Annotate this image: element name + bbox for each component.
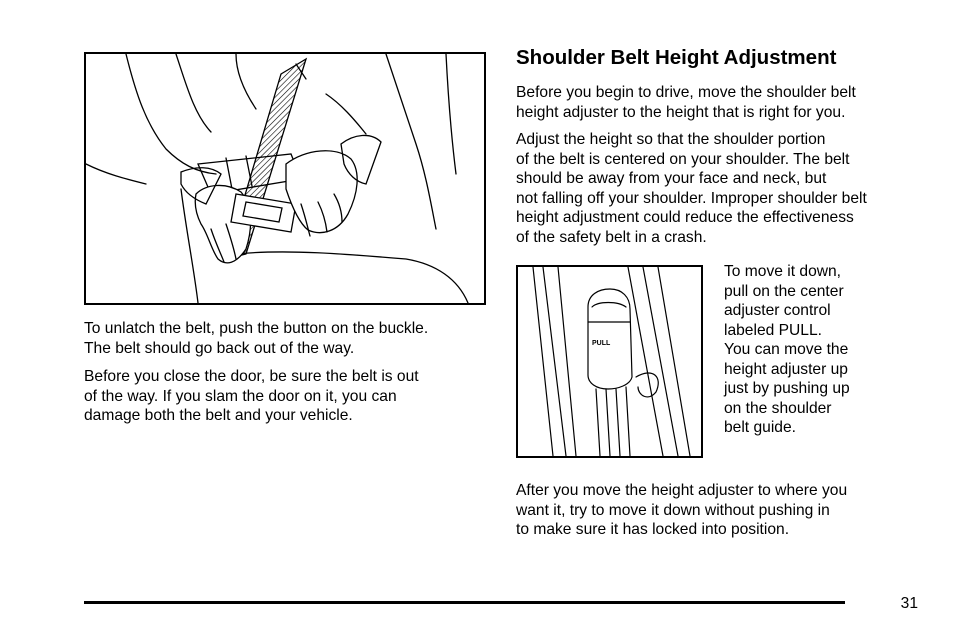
section-heading: Shoulder Belt Height Adjustment <box>516 46 837 69</box>
footer-rule <box>84 601 845 604</box>
pull-label: PULL <box>592 340 611 347</box>
adjuster-drawing <box>518 267 701 456</box>
after-adjust-paragraph: After you move the height adjuster to where you want it, try to move it down without pushing in to make sure it has locked into position. <box>516 482 848 538</box>
adjust-height-paragraph: Adjust the height so that the shoulder portion of the belt is centered on your shoulder. The belt should be away from your face and neck, but not falling off your shoulder. Improper shoulder belt height adjustment could reduce the effectiveness of the safety belt in a crash. <box>516 131 867 246</box>
move-down-instructions: To move it down, pull on the center adjuster control labeled PULL. You can move the height adjuster up just by pushing up on the shoulder belt guide. <box>724 263 850 436</box>
buckle-illustration <box>84 52 486 305</box>
page-number: 31 <box>900 595 918 612</box>
unlatch-instructions: To unlatch the belt, push the button on the buckle. The belt should go back out of the way. <box>84 320 429 357</box>
door-warning: Before you close the door, be sure the belt is out of the way. If you slam the door on it, you can damage both the belt and your vehicle. <box>84 368 419 424</box>
buckle-drawing <box>86 54 484 303</box>
before-drive-paragraph: Before you begin to drive, move the shoulder belt height adjuster to the height that is right for you. <box>516 84 856 121</box>
height-adjuster-illustration <box>516 265 703 458</box>
